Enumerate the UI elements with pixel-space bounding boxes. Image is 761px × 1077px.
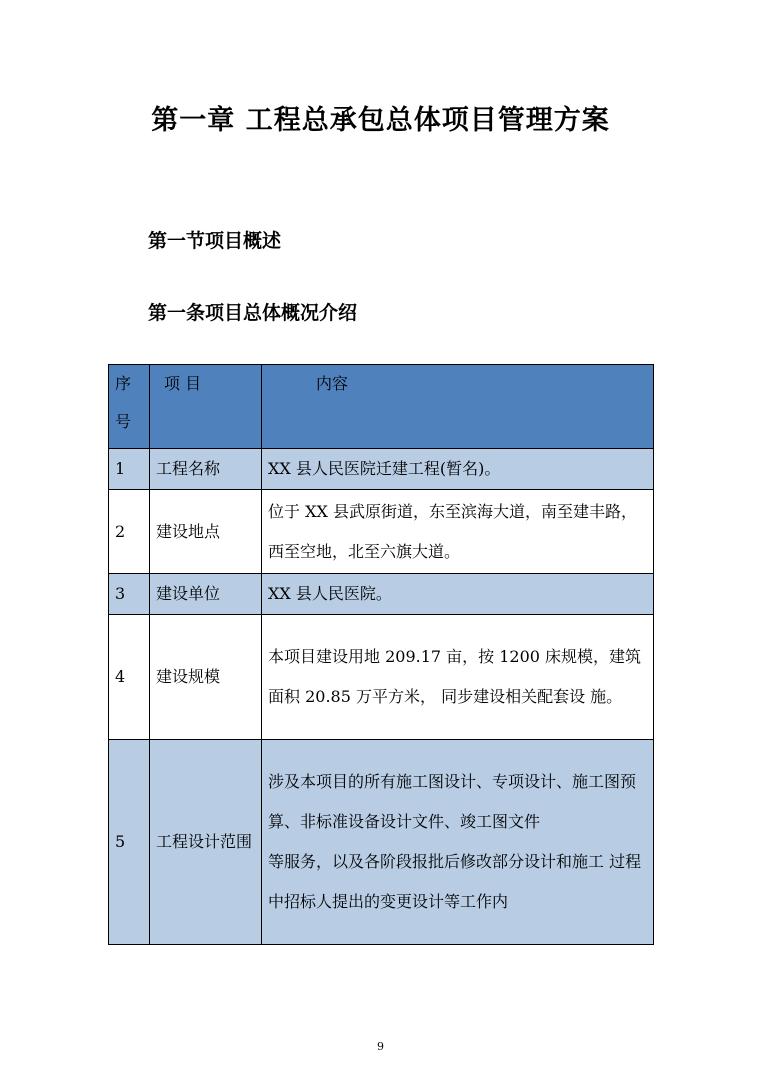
row-index: 1: [109, 449, 150, 490]
article-title: 第一条项目总体概况介绍: [148, 302, 358, 324]
row-index: 3: [109, 574, 150, 615]
row-content: 本项目建设用地 209.17 亩，按 1200 床规模，建筑面积 20.85 万平方米， 同步建设相关配套设 施。: [262, 615, 654, 740]
table-row: [109, 449, 654, 490]
row-index: 2: [109, 490, 150, 574]
row-item: 工程设计范围: [150, 740, 262, 945]
header-content: 内容: [262, 365, 654, 449]
table-row: [109, 740, 654, 945]
table-row: [109, 490, 654, 574]
header-index: 序号: [109, 365, 150, 449]
page-number: 9: [377, 1040, 384, 1053]
row-item: 工程名称: [150, 449, 262, 490]
row-content: XX 县人民医院迁建工程(暂名)。: [262, 449, 654, 490]
row-item: 建设地点: [150, 490, 262, 574]
section-title: 第一节项目概述: [148, 230, 282, 252]
row-content: XX 县人民医院。: [262, 574, 654, 615]
row-item: 建设单位: [150, 574, 262, 615]
row-content: 位于 XX 县武原街道，东至滨海大道，南至建丰路，西至空地，北至六旗大道。: [262, 490, 654, 574]
table-row: [109, 574, 654, 615]
header-item: 项 目: [150, 365, 262, 449]
chapter-title: 第一章 工程总承包总体项目管理方案: [151, 105, 610, 136]
row-item: 建设规模: [150, 615, 262, 740]
row-index: 5: [109, 740, 150, 945]
row-content: 涉及本项目的所有施工图设计、专项设计、施工图预算、非标准设备设计文件、竣工图文件 等服务，以及各阶段报批后修改部分设计和施工 过程中招标人提出的变更设计等工作内: [262, 740, 654, 945]
row-index: 4: [109, 615, 150, 740]
table-row: [109, 615, 654, 740]
project-overview-table: [108, 364, 654, 945]
table-header-row: [109, 365, 654, 449]
